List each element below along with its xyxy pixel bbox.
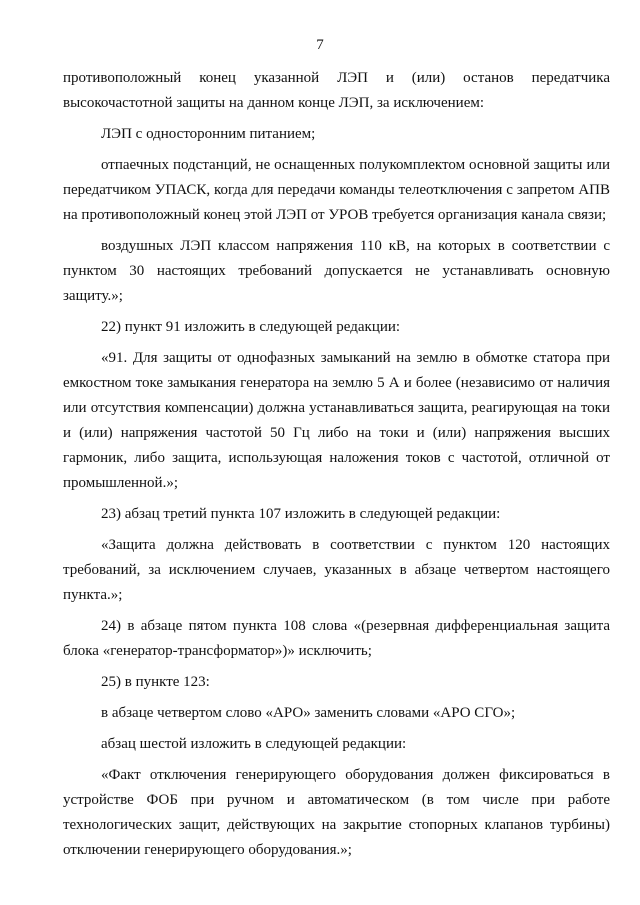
document-body bbox=[63, 66, 610, 869]
page-number: 7 bbox=[316, 37, 324, 53]
paragraph-exception-tap-substations: отпаечных подстанций, не оснащенных полукомплектом основной защиты или передатчиком УПАСК, когда для передачи команды телеотключения с запретом АПВ на противоположный конец этой ЛЭП от УРОВ требуется организация канала связи; bbox=[63, 157, 610, 223]
paragraph-item-91-text: «91. Для защиты от однофазных замыканий на землю в обмотке статора при емкостном токе замыкания генератора на землю 5 А и более (независимо от наличия или отсутствия компенсации) должна устанавливаться защита, реагирующая на токи и (или) напряжения частотой 50 Гц либо на токи и (или) напряжения высших гармоник, либо защита, использующая наложения токов с частотой, отличной от промышленной.»; bbox=[63, 350, 610, 491]
paragraph-item-25: 25) в пункте 123: bbox=[101, 674, 210, 690]
paragraph-item-24: 24) в абзаце пятом пункта 108 слова «(резервная дифференциальная защита блока «генератор-трансформатор»)» исключить; bbox=[63, 618, 610, 659]
paragraph-exception-single-feed: ЛЭП с односторонним питанием; bbox=[101, 126, 316, 142]
paragraph-item-22: 22) пункт 91 изложить в следующей редакции: bbox=[101, 319, 401, 335]
paragraph-item-23: 23) абзац третий пункта 107 изложить в следующей редакции: bbox=[101, 506, 501, 522]
paragraph-item-107-text: «Защита должна действовать в соответствии с пунктом 120 настоящих требований, за исключением случаев, указанных в абзаце четвертом настоящего пункта.»; bbox=[63, 537, 610, 603]
paragraph-item-123-text: «Факт отключения генерирующего оборудования должен фиксироваться в устройстве ФОБ при ручном и автоматическом (в том числе при работе технологических защит, действующих на закрытие стопорных клапанов турбины) отключении генерирующего оборудования.»; bbox=[63, 767, 610, 858]
paragraph-continuation: противоположный конец указанной ЛЭП и (или) останов передатчика высокочастотной защиты на данном конце ЛЭП, за исключением: bbox=[63, 70, 610, 111]
paragraph-item-25-aro: в абзаце четвертом слово «АРО» заменить словами «АРО СГО»; bbox=[101, 705, 516, 721]
paragraph-item-25-sixth: абзац шестой изложить в следующей редакции: bbox=[101, 736, 407, 752]
paragraph-exception-110kv-lines: воздушных ЛЭП классом напряжения 110 кВ, на которых в соответствии с пунктом 30 настоящих требований допускается не устанавливать основную защиту.»; bbox=[63, 238, 610, 304]
